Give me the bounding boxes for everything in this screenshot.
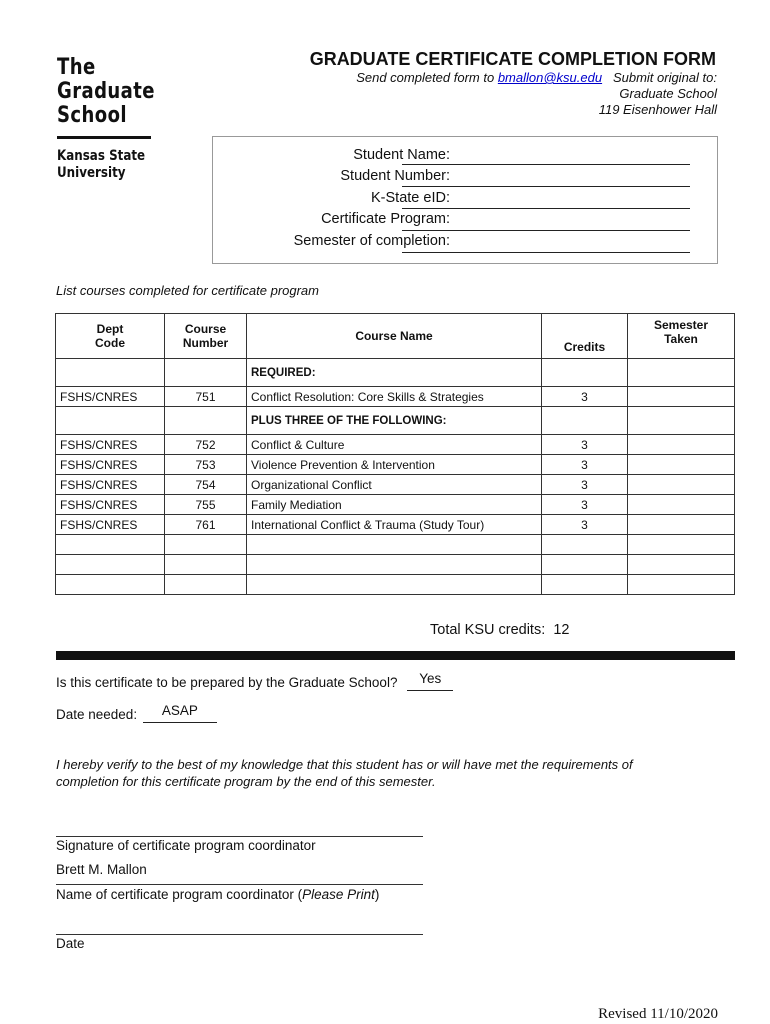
dept-cell: FSHS/CNRES [56, 455, 165, 475]
date-needed-label: Date needed: [56, 707, 138, 722]
course-name-cell: International Conflict & Trauma (Study Tour) [247, 515, 542, 535]
number-cell: 752 [165, 435, 247, 455]
course-name-cell: Family Mediation [247, 495, 542, 515]
semester-completion-field[interactable] [402, 252, 690, 253]
number-cell: 754 [165, 475, 247, 495]
semester-cell[interactable] [628, 455, 735, 475]
course-name-cell: Conflict & Culture [247, 435, 542, 455]
required-section-row [56, 359, 735, 387]
coordinator-name[interactable]: Brett M. Mallon [56, 862, 147, 877]
dept-cell: FSHS/CNRES [56, 435, 165, 455]
credits-cell: 3 [542, 495, 628, 515]
logo-line: Graduate [57, 79, 155, 104]
number-cell: 761 [165, 515, 247, 535]
name-line [56, 884, 423, 885]
course-name-cell: Conflict Resolution: Core Skills & Strategies [247, 387, 542, 407]
certificate-program-field[interactable] [402, 230, 690, 231]
table-row [56, 387, 735, 407]
header-name: Course Name [247, 314, 542, 359]
submit-address-line: 119 Eisenhower Hall [598, 102, 717, 117]
logo-line: School [57, 103, 127, 128]
semester-cell[interactable] [628, 475, 735, 495]
logo-line: Kansas State [57, 148, 146, 164]
signature-line[interactable] [56, 836, 423, 837]
courses-table [55, 313, 735, 595]
email-link[interactable]: bmallon@ksu.edu [497, 70, 603, 85]
send-prefix: Send completed form to [356, 70, 498, 85]
table-row [56, 475, 735, 495]
student-info-box [212, 136, 718, 264]
name-label: Name of certificate program coordinator (Please Print) [56, 887, 380, 902]
student-name-label: Student Name: [353, 147, 450, 163]
empty-row[interactable] [56, 555, 735, 575]
dept-cell: FSHS/CNRES [56, 495, 165, 515]
date-label: Date [56, 936, 85, 951]
submit-address-line: Graduate School [619, 86, 717, 101]
submit-label: Submit original to: [612, 70, 717, 85]
date-needed-row [56, 703, 217, 723]
table-row [56, 435, 735, 455]
section-divider [56, 651, 735, 660]
total-credits-label: Total KSU credits: [430, 622, 546, 638]
empty-row[interactable] [56, 535, 735, 555]
eid-label: K-State eID: [371, 190, 450, 206]
semester-cell[interactable] [628, 435, 735, 455]
logo-divider [57, 136, 151, 139]
student-number-label: Student Number: [340, 168, 450, 184]
number-cell: 751 [165, 387, 247, 407]
table-row [56, 495, 735, 515]
electives-section-row [56, 407, 735, 435]
verification-statement: I hereby verify to the best of my knowledge that this student has or will have met the requirements of completion for this certificate program by the end of this semester. [56, 757, 633, 789]
revision-date: Revised 11/10/2020 [598, 1006, 718, 1022]
semester-cell[interactable] [628, 495, 735, 515]
empty-row[interactable] [56, 575, 735, 595]
form-title: GRADUATE CERTIFICATE COMPLETION FORM [309, 49, 716, 69]
number-cell: 753 [165, 455, 247, 475]
date-needed-field[interactable]: ASAP [143, 707, 217, 723]
credits-cell: 3 [542, 435, 628, 455]
date-line[interactable] [56, 934, 423, 935]
credits-cell: 3 [542, 455, 628, 475]
header-dept: Dept Code [56, 314, 165, 359]
required-label: REQUIRED: [247, 359, 542, 387]
dept-cell: FSHS/CNRES [56, 515, 165, 535]
total-credits-value: 12 [553, 622, 570, 638]
table-header-row [56, 314, 735, 359]
signature-label: Signature of certificate program coordinator [56, 838, 316, 853]
table-row [56, 455, 735, 475]
eid-field[interactable] [402, 208, 690, 209]
header-credits: Credits [542, 314, 628, 359]
semester-completion-label: Semester of completion: [293, 233, 450, 249]
logo-line: The [57, 55, 96, 80]
credits-cell: 3 [542, 475, 628, 495]
university-logo-text [57, 148, 145, 182]
course-name-cell: Violence Prevention & Intervention [247, 455, 542, 475]
student-number-field[interactable] [402, 186, 690, 187]
prepare-question-row [56, 671, 453, 691]
number-cell: 755 [165, 495, 247, 515]
semester-cell[interactable] [628, 387, 735, 407]
send-instructions [356, 70, 717, 85]
student-name-field[interactable] [402, 164, 690, 165]
credits-cell: 3 [542, 515, 628, 535]
credits-cell: 3 [542, 387, 628, 407]
prepare-question: Is this certificate to be prepared by the Graduate School? [56, 675, 398, 690]
header-number: Course Number [165, 314, 247, 359]
course-name-cell: Organizational Conflict [247, 475, 542, 495]
certificate-program-label: Certificate Program: [321, 211, 450, 227]
dept-cell: FSHS/CNRES [56, 475, 165, 495]
header-semester: Semester Taken [628, 314, 735, 359]
dept-cell: FSHS/CNRES [56, 387, 165, 407]
prepare-answer-field[interactable]: Yes [407, 675, 453, 691]
total-credits [430, 622, 569, 638]
courses-intro: List courses completed for certificate program [56, 283, 319, 298]
graduate-school-logo [57, 56, 155, 128]
logo-line: University [57, 165, 126, 181]
semester-cell[interactable] [628, 515, 735, 535]
table-row [56, 515, 735, 535]
plus-label: PLUS THREE OF THE FOLLOWING: [247, 407, 542, 435]
